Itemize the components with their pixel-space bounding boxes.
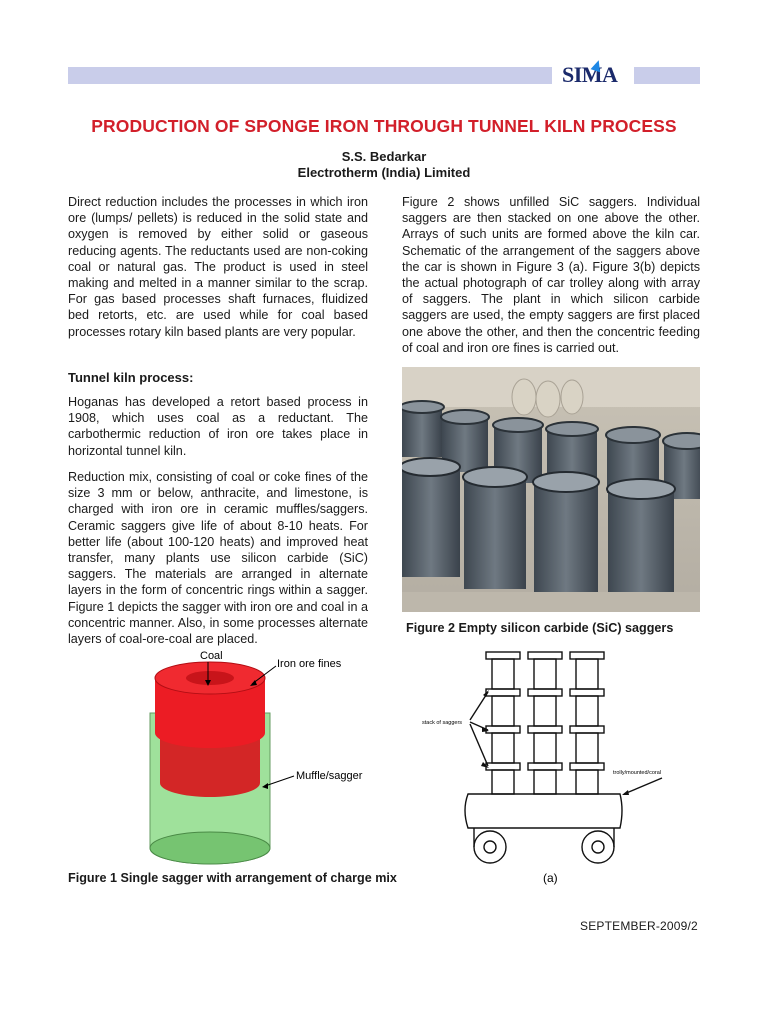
intro-paragraph: Direct reduction includes the processes in which iron ore (lumps/ pellets) is reduced in the solid state and oxygen is removed by either solid or gaseous reducing agents. The reductants used are non-coking coal or natural gas. The product is used in steel making and melted in a manner similar to the scrap. For gas based processes shaft furnaces, fluidized bed retorts, etc. are used while for coal based processes rotary kiln based plants are very popular. [68, 195, 368, 339]
header-band-left [68, 67, 552, 84]
label-trolley: trolly/mounted/coral [613, 770, 661, 776]
kiln-car [465, 794, 622, 828]
label-iron-ore: Iron ore fines [277, 658, 342, 670]
logo-text: SIMA [562, 62, 618, 87]
paragraph-hoganas: Hoganas has developed a retort based process in 1908, which uses coal as a reductant. The carbothermic reduction of iron ore takes place in horizontal tunnel kiln. [68, 395, 368, 458]
sagger-stack-1 [486, 652, 520, 794]
figure3-schematic [410, 650, 680, 890]
sima-logo [562, 62, 628, 88]
label-coal: Coal [200, 650, 223, 662]
figure1-diagram [100, 648, 380, 870]
coal-core-top [186, 671, 234, 685]
figure3-sublabel: (a) [543, 871, 558, 885]
page-footer-issue: SEPTEMBER-2009/2 [580, 919, 698, 933]
author-name: S.S. Bedarkar [341, 149, 427, 164]
figure1-caption: Figure 1 Single sagger with arrangement of charge mix [68, 871, 397, 885]
label-stack-of-saggers: stack of saggers [422, 720, 463, 726]
label-muffle: Muffle/sagger [296, 770, 363, 782]
author-affiliation: Electrotherm (India) Limited [297, 165, 471, 180]
right-paragraph: Figure 2 shows unfilled SiC saggers. Individual saggers are then stacked on one above the other. Arrays of such units are formed above the kiln car. Schematic of the arrangement of the saggers above the car is shown in Figure 3 (a). Figure 3(b) depicts the actual photograph of car trolley along with array of saggers. The plant in which silicon carbide saggers are used, the empty saggers are first placed one above the other, and then the concentric feeding of coal and iron ore fines is carried out. [402, 195, 700, 355]
figure2-photo [402, 367, 700, 612]
figure2-caption: Figure 2 Empty silicon carbide (SiC) saggers [406, 621, 674, 635]
section-heading: Tunnel kiln process: [68, 370, 194, 385]
paragraph-reduction-mix: Reduction mix, consisting of coal or coke fines of the size 3 mm or below, anthracite, and limestone, is charged with iron ore in ceramic muffles/saggers. Ceramic saggers give life of about 8-10 heats. For better life (about 100-120 heats) and improved heat transfer, many plants use silicon carbide (SiC) saggers. The materials are arranged in alternate layers in the form of concentric rings within a sagger. Figure 1 depicts the sagger with iron ore and coal in a concentric manner. Also, in some processes alternate layers of coal-ore-coal are placed. [68, 470, 368, 647]
sagger-stack-3 [570, 652, 604, 794]
header-band-right [634, 67, 700, 84]
sagger-stack-2 [528, 652, 562, 794]
article-title: PRODUCTION OF SPONGE IRON THROUGH TUNNEL KILN PROCESS [91, 116, 677, 136]
